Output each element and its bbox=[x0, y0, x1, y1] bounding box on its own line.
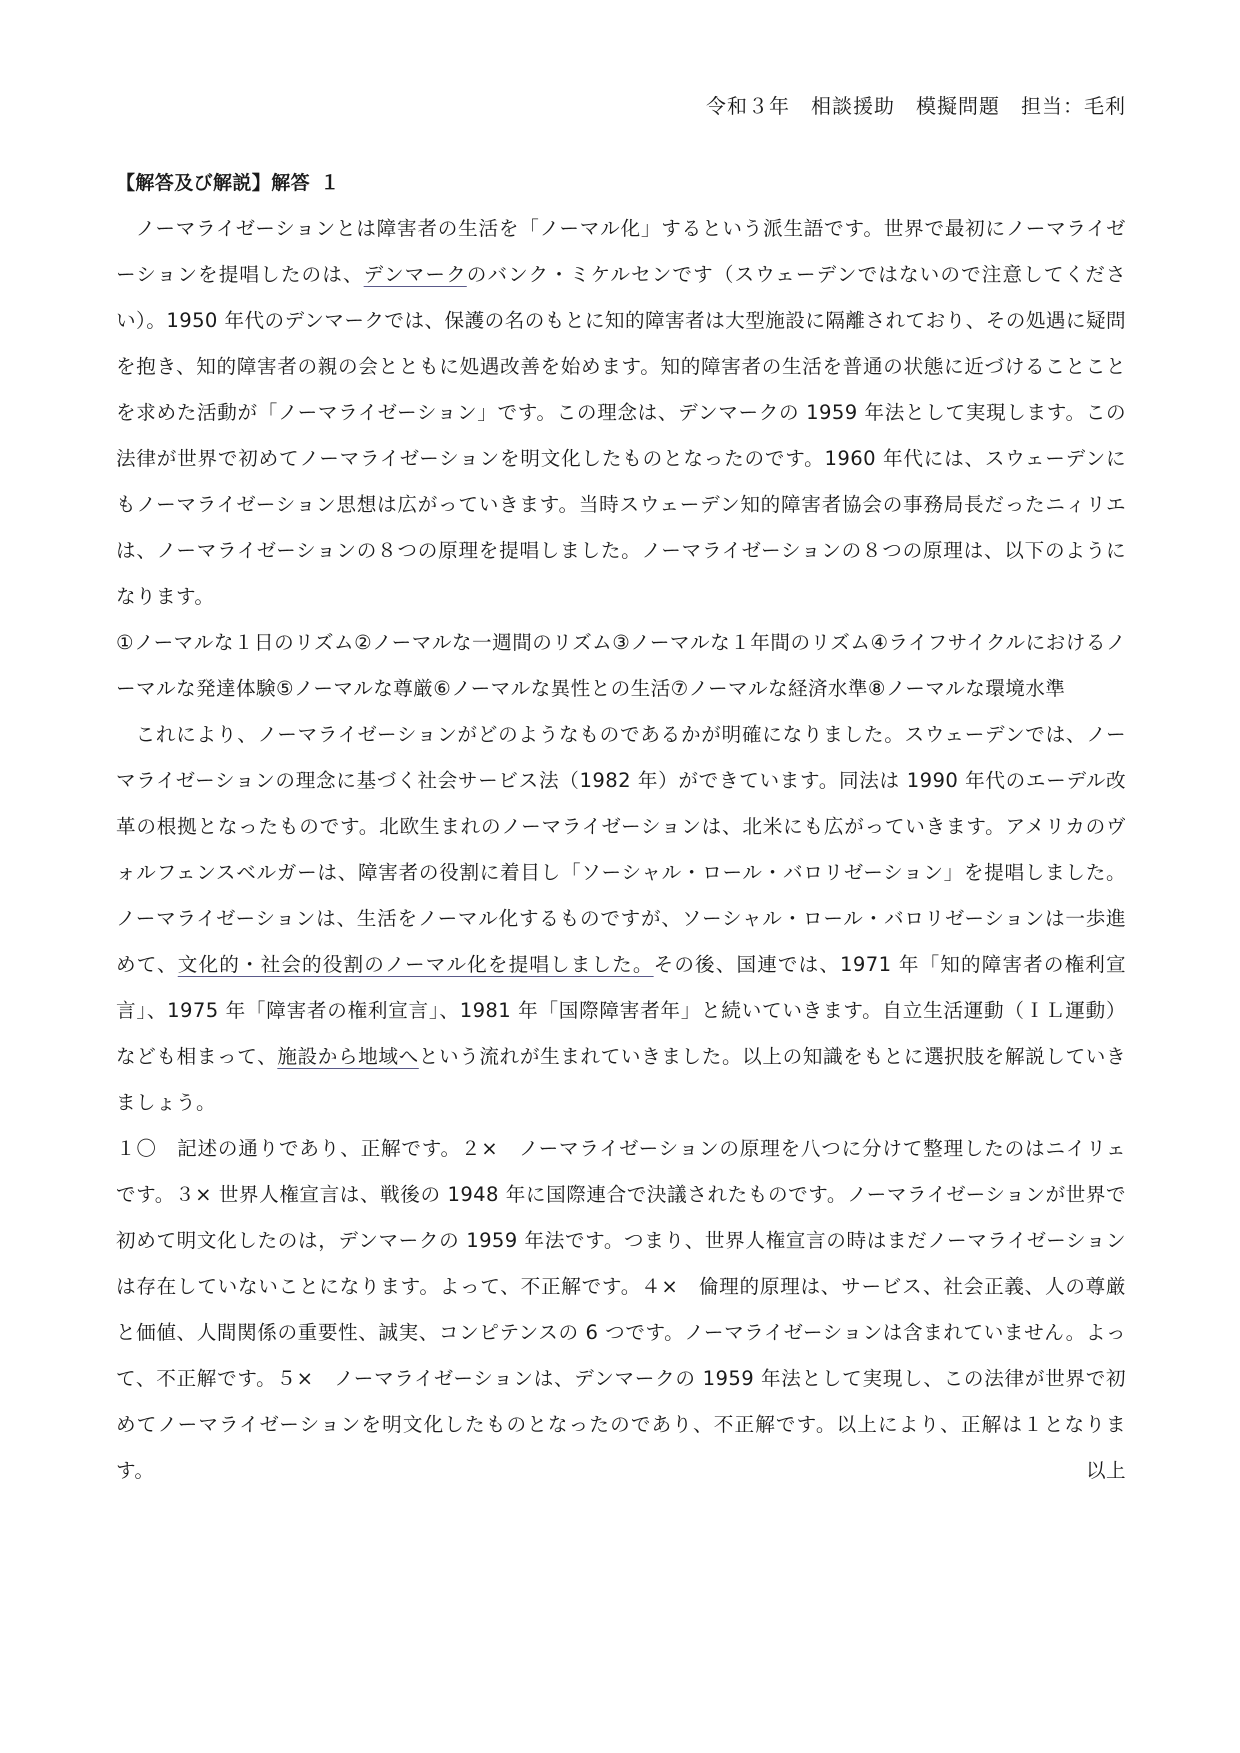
paragraph-eight-principles: ①ノーマルな１日のリズム②ノーマルな一週間のリズム③ノーマルな１年間のリズム④ライフサイクルにおけるノーマルな発達体験⑤ノーマルな尊厳⑥ノーマルな異性との生活⑦ノーマルな経済水準⑧ノーマルな環境水準 bbox=[116, 631, 1126, 700]
para2-underline-community: 施設から地域へ bbox=[277, 1045, 419, 1068]
paragraph-normalization-spread bbox=[116, 712, 1126, 1126]
para1-underline-denmark: デンマーク bbox=[363, 263, 467, 286]
para1-text-2: のバンク・ミケルセンです（スウェーデンではないので注意してください）。1950 年代のデンマークでは、保護の名のもとに知的障害者は大型施設に隔離されており、その処遇に疑問を抱き、知的障害者の親の会とともに処遇改善を始めます。知的障害者の生活を普通の状態に近づけることことを求めた活動が「ノーマライゼーション」です。この理念は、デンマークの 1959 年法として実現します。この法律が世界で初めてノーマライゼーションを明文化したものとなったのです。1960 年代には、スウェーデンにもノーマライゼーション思想は広がっていきます。当時スウェーデン知的障害者協会の事務局長だったニィリエは、ノーマライゼーションの８つの原理を提唱しました。ノーマライゼーションの８つの原理は、以下のようになります。 bbox=[116, 263, 1127, 608]
para2-text-2: その後、国連では、1971 年「知的障害者の権利宣言」、1975 年「障害者の権利宣言」、1981 年「国際障害者年」と続いていきます。自立生活運動（ＩＬ運動）なども相まって、 bbox=[116, 953, 1127, 1068]
document-body bbox=[116, 160, 1126, 1494]
closing-mark: 以上 bbox=[1086, 1459, 1126, 1482]
page-header: 令和３年 相談援助 模擬問題 担当：毛利 bbox=[706, 94, 1126, 118]
para2-text-3: という流れが生まれていきました。以上の知識をもとに選択肢を解説していきましょう。 bbox=[116, 1045, 1126, 1114]
para3-text: １〇 記述の通りであり、正解です。２× ノーマライゼーションの原理を八つに分けて整理したのはニイリェです。３× 世界人権宣言は、戦後の 1948 年に国際連合で決議されたものです。ノーマライゼーションが世界で初めて明文化したのは，デンマークの 1959 年法です。つまり、世界人権宣言の時はまだノーマライゼーションは存在していないことになります。よって、不正解です。４× 倫理的原理は、サービス、社会正義、人の尊厳と価値、人間関係の重要性、誠実、コンピテンスの 6 つです。ノーマライゼーションは含まれていません。よって、不正解です。５× ノーマライゼーションは、デンマークの 1959 年法として実現し、この法律が世界で初めてノーマライゼーションを明文化したものとなったのであり、不正解です。以上により、正解は１となります。 bbox=[116, 1137, 1126, 1482]
paragraph-choice-explanations bbox=[116, 1126, 1126, 1494]
para2-underline-role: 文化的・社会的役割のノーマル化を提唱しました。 bbox=[177, 953, 654, 976]
para2-text-1: これにより、ノーマライゼーションがどのようなものであるかが明確になりました。スウェーデンでは、ノーマライゼーションの理念に基づく社会サービス法（1982 年）ができています。同法は 1990 年代のエーデル改革の根拠となったものです。北欧生まれのノーマライゼーションは、北米にも広がっていきます。アメリカのヴォルフェンスベルガーは、障害者の役割に着目し「ソーシャル・ロール・バロリゼーション」を提唱しました。ノーマライゼーションは、生活をノーマル化するものですが、ソーシャル・ロール・バロリゼーションは一歩進めて、 bbox=[116, 723, 1126, 976]
para1-text-1: ノーマライゼーションとは障害者の生活を「ノーマル化」するという派生語です。世界で最初にノーマライゼーションを提唱したのは、 bbox=[116, 217, 1126, 286]
answer-title bbox=[116, 160, 1126, 206]
paragraph-normalization-origin bbox=[116, 206, 1126, 620]
title-label: 【解答及び解説】解答 bbox=[116, 172, 311, 194]
title-answer: １ bbox=[320, 171, 341, 194]
